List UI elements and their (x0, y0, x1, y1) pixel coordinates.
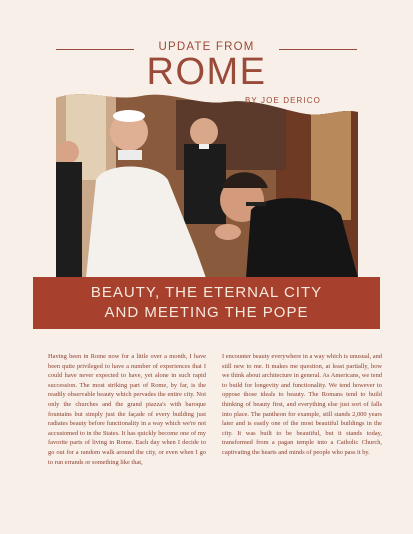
photo-illustration (56, 80, 358, 278)
author-byline: BY JOE DERICO (245, 96, 321, 105)
headline-line-2: AND MEETING THE POPE (104, 304, 309, 321)
article-column-left: Having been in Rome now for a little over a month, I have been quite privileged to have a number of experiences that I could have never expected to have, yet alone in such rapid succession. The most striking part of Rome, by far, is the readily observable beauty which pervades the entire city. Not only the churches and the grand piazza's with baroque fountains but simply just the façade of every building just radiates beauty before functionality in a way which we're not accustomed to in the States. It has quickly become one of my favorite parts of living in Rome. Each day when I decide to go out for a random walk around the city, or even when I go to run errands or something like that, (48, 353, 206, 466)
pope-meeting-photo (56, 80, 358, 278)
article-column-right: I encounter beauty everywhere in a way which is unusual, and still new to me. It makes me question, at least partially, how we think about architecture in general. As Americans, we tend to build for longevity and functionality. We tend however to oppose those ideals to beauty. The Romans tend to build thinking of beauty first, and everything else just sort of falls into place. The pantheon for example, still stands 2,000 years later and is easily one of the most beautiful buildings in the city. It was built to be beautiful, but it stands today, transformed from a pagan temple into a Catholic Church, captivating the hearts and minds of people who pass it by. (222, 353, 382, 456)
headline-banner (33, 277, 380, 329)
header-rule-left (56, 49, 134, 50)
header-kicker: UPDATE FROM (158, 41, 255, 53)
page-title: ROME (146, 51, 267, 93)
header-rule-right (279, 49, 357, 50)
headline-line-1: BEAUTY, THE ETERNAL CITY (90, 284, 323, 301)
